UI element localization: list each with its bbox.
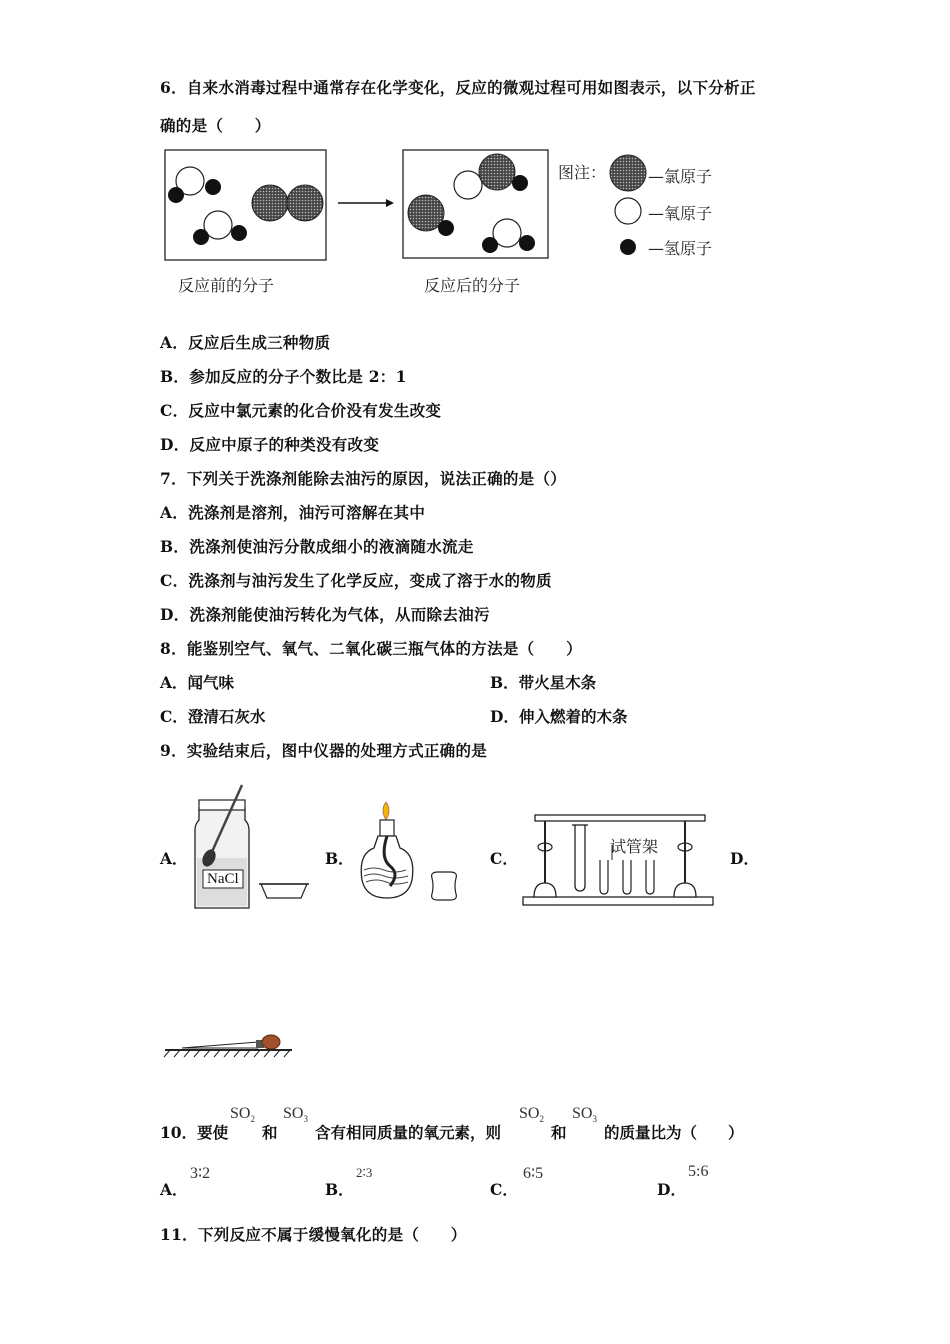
q10-option-d-value: 5:6 [688,1163,709,1180]
q8-stem: 8．能鉴别空气、氧气、二氧化碳三瓶气体的方法是（ ） [160,639,582,658]
q7-stem: 7．下列关于洗涤剂能除去油污的原因，说法正确的是（） [160,469,567,488]
q9-option-a: A． [160,849,188,868]
q6-stem-line2: 确的是（ ） [160,116,271,135]
q9-option-b: B． [325,849,354,868]
so3-formula-2: $SO_3$ [572,1105,597,1125]
test-tube-rack-figure [520,805,720,910]
legend-hydrogen: —氢原子 [648,239,713,258]
q10-option-b: B． [325,1180,354,1199]
q10-option-b-value: 2∶3 [356,1165,373,1180]
chlorine-atom-icon [610,155,646,191]
q8-option-c: C．澄清石灰水 [160,707,266,726]
hydrogen-atom-icon [620,239,636,255]
q7-option-d: D．洗涤剂能使油污转化为气体，从而除去油污 [160,605,490,624]
q8-option-d: D．伸入燃着的木条 [490,707,628,726]
q10-option-a: A． [160,1180,188,1199]
q10-and-1: 和 [262,1123,278,1142]
rack-label: 试管架 [610,837,659,856]
so2-formula: $SO_2$ [230,1105,255,1125]
so2-formula-2: $SO_2$ [519,1105,544,1125]
arrow-icon [386,199,394,207]
q10-option-c: C． [490,1180,518,1199]
q7-option-c: C．洗涤剂与油污发生了化学反应，变成了溶于水的物质 [160,571,552,590]
q10-stem-suffix: 的质量比为（ ） [604,1123,744,1142]
q10-stem-prefix: 10．要使 [160,1123,229,1142]
q8-option-a: A．闻气味 [160,673,235,692]
q11-stem: 11．下列反应不属于缓慢氧化的是（ ） [160,1225,467,1244]
caption-after: 反应后的分子 [424,276,521,295]
oxygen-atom-icon [615,198,641,224]
alcohol-lamp-figure [350,800,480,910]
legend-chlorine: —氯原子 [648,167,713,186]
q6-stem-line1: 6．自来水消毒过程中通常存在化学变化，反应的微观过程可用如图表示，以下分析正 [160,78,756,97]
q10-and-2: 和 [551,1123,567,1142]
legend-title: 图注： [558,163,607,182]
q10-option-c-value: 6∶5 [523,1165,544,1182]
caption-before: 反应前的分子 [178,276,275,295]
q7-option-b: B．洗涤剂使油污分散成细小的液滴随水流走 [160,537,474,556]
legend-oxygen: —氧原子 [648,204,713,223]
q10-option-d: D． [657,1180,686,1199]
q10-option-a-value: 3∶2 [190,1165,211,1182]
reagent-bottle-figure [185,780,315,915]
q8-option-b: B．带火星木条 [490,673,597,692]
q10-stem-mid: 含有相同质量的氧元素，则 [315,1123,502,1142]
so3-formula: $SO_3$ [283,1105,308,1125]
q6-option-d: D．反应中原子的种类没有改变 [160,435,380,454]
q7-option-a: A．洗涤剂是溶剂，油污可溶解在其中 [160,503,426,522]
q6-option-c: C．反应中氯元素的化合价没有发生改变 [160,401,442,420]
q6-option-a: A．反应后生成三种物质 [160,333,331,352]
dropper-figure [160,1030,300,1060]
q9-stem: 9．实验结束后，图中仪器的处理方式正确的是 [160,741,488,760]
q9-option-d: D． [730,849,759,868]
q6-option-b: B．参加反应的分子个数比是 2：1 [160,367,407,386]
q9-option-c: C． [490,849,518,868]
nacl-label: NaCl [207,871,239,887]
